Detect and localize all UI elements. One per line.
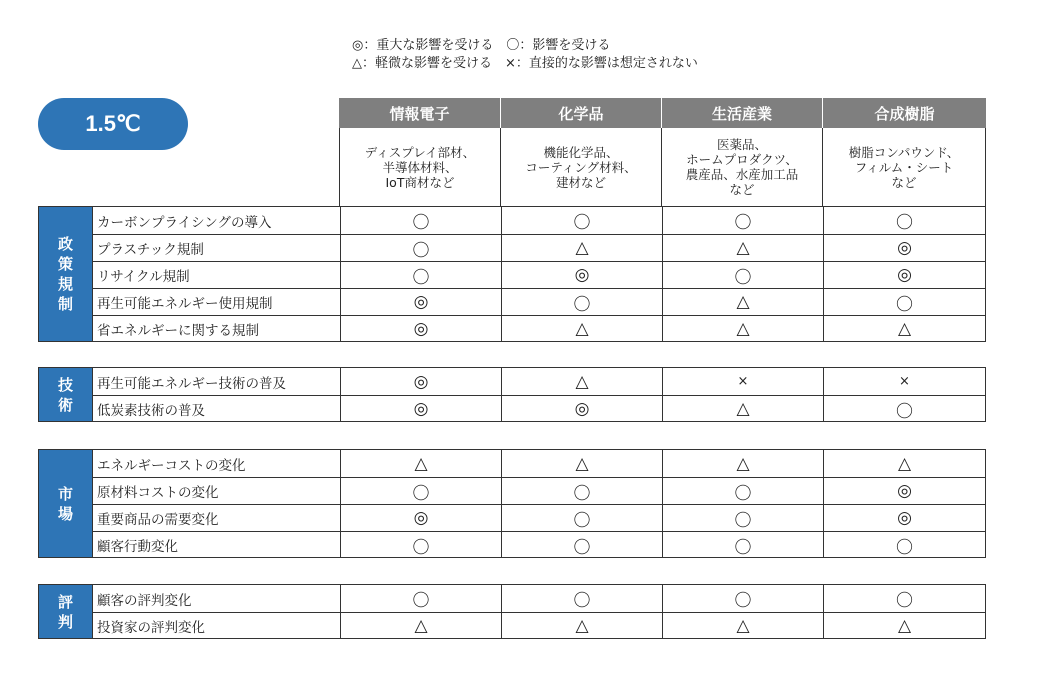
impact-cell: 〇 [501,478,662,504]
column-header-1: 化学品 [501,98,662,128]
section-0 [38,206,986,342]
impact-cell: ◎ [823,478,985,504]
row-label: 低炭素技術の普及 [92,396,340,422]
row-label: 省エネルギーに関する規制 [92,316,340,342]
impact-cell: △ [662,396,823,422]
impact-cell: 〇 [501,532,662,558]
row-label: 投資家の評判変化 [92,613,340,639]
impact-cell: 〇 [823,396,985,422]
impact-cell: × [662,368,823,395]
scenario-badge: 1.5℃ [38,98,188,150]
impact-cell: △ [501,368,662,395]
impact-cell: △ [662,450,823,477]
impact-cell: 〇 [662,585,823,612]
impact-cell: △ [662,613,823,639]
impact-cell: 〇 [823,532,985,558]
impact-cell: △ [340,450,501,477]
table-row [92,368,985,395]
impact-cell: △ [823,316,985,342]
section-1 [38,367,986,422]
category-label [39,368,92,421]
impact-cell: ◎ [340,289,501,315]
table-row [92,288,985,315]
impact-cell: 〇 [501,505,662,531]
category-label [39,585,92,638]
column-desc-1: 機能化学品、 コーティング材料、 建材など [501,128,662,206]
row-label: 原材料コストの変化 [92,478,340,504]
category-label [39,207,92,341]
table-row [92,315,985,342]
table-row [92,612,985,639]
impact-cell: ◎ [823,262,985,288]
row-label: 再生可能エネルギー使用規制 [92,289,340,315]
impact-cell: 〇 [501,585,662,612]
table-row [92,531,985,558]
impact-cell: ◎ [501,262,662,288]
legend-line-1: ◎：重大な影響を受ける 〇：影響を受ける [352,38,611,53]
row-label: リサイクル規制 [92,262,340,288]
column-header-2: 生活産業 [662,98,823,128]
table-row [92,450,985,477]
impact-cell: 〇 [823,585,985,612]
category-text: 市場 [57,484,73,523]
impact-cell: 〇 [662,478,823,504]
table-row [92,207,985,234]
column-header-3: 合成樹脂 [823,98,986,128]
impact-cell: 〇 [662,505,823,531]
column-desc-2: 医薬品、 ホームプロダクツ、 農産品、水産加工品 など [662,128,823,206]
legend [352,37,698,73]
impact-cell: ◎ [823,505,985,531]
impact-cell: ◎ [501,396,662,422]
impact-cell: × [823,368,985,395]
impact-cell: △ [501,316,662,342]
row-label: カーボンプライシングの導入 [92,207,340,234]
column-desc-3: 樹脂コンパウンド、 フィルム・シート など [823,128,986,206]
impact-cell: △ [823,613,985,639]
impact-cell: 〇 [340,585,501,612]
impact-cell: ◎ [823,235,985,261]
row-label: エネルギーコストの変化 [92,450,340,477]
category-label [39,450,92,557]
row-label: 重要商品の需要変化 [92,505,340,531]
impact-cell: 〇 [662,532,823,558]
category-text: 政策規制 [57,235,73,313]
impact-cell: △ [662,235,823,261]
impact-cell: 〇 [340,262,501,288]
impact-cell: 〇 [340,532,501,558]
table-row [92,234,985,261]
impact-cell: 〇 [501,207,662,234]
table-row [92,395,985,422]
table-row [92,477,985,504]
impact-cell: ◎ [340,316,501,342]
impact-cell: △ [340,613,501,639]
category-text: 評判 [57,592,73,631]
impact-cell: △ [501,613,662,639]
impact-cell: 〇 [340,207,501,234]
impact-cell: △ [501,450,662,477]
impact-cell: 〇 [340,478,501,504]
impact-cell: 〇 [340,235,501,261]
impact-cell: △ [662,316,823,342]
impact-cell: 〇 [501,289,662,315]
impact-cell: 〇 [823,289,985,315]
row-label: プラスチック規制 [92,235,340,261]
impact-cell: △ [662,289,823,315]
section-2 [38,449,986,558]
impact-cell: 〇 [662,262,823,288]
section-3 [38,584,986,639]
row-label: 顧客の評判変化 [92,585,340,612]
table-row [92,504,985,531]
impact-cell: 〇 [823,207,985,234]
legend-line-2: △：軽微な影響を受ける ×：直接的な影響は想定されない [352,56,698,71]
impact-cell: △ [823,450,985,477]
impact-cell: ◎ [340,368,501,395]
impact-cell: △ [501,235,662,261]
impact-cell: ◎ [340,396,501,422]
row-label: 顧客行動変化 [92,532,340,558]
table-row [92,585,985,612]
impact-cell: ◎ [340,505,501,531]
category-text: 技術 [57,375,73,414]
column-desc-0: ディスプレイ部材、 半導体材料、 IoT商材など [339,128,501,206]
impact-cell: 〇 [662,207,823,234]
table-row [92,261,985,288]
row-label: 再生可能エネルギー技術の普及 [92,368,340,395]
column-header-0: 情報電子 [339,98,501,128]
